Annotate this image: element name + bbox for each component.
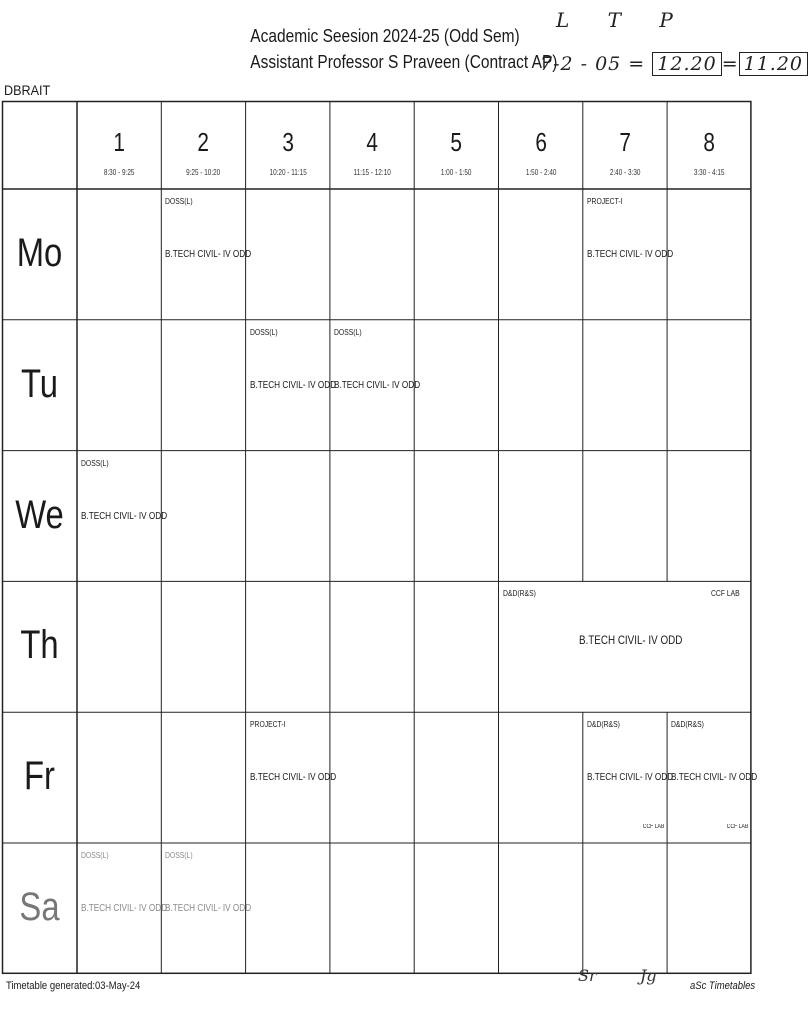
period-time: 8:30 - 9:25 (103, 168, 135, 177)
period-number: 8 (703, 127, 716, 157)
lesson-class: B.TECH CIVIL- IV ODD (249, 379, 336, 391)
lesson-class: B.TECH CIVIL- IV ODD (81, 903, 168, 914)
period-header-1 (77, 101, 161, 189)
signature-1: Sr (578, 966, 597, 985)
period-number: 6 (534, 127, 547, 157)
lesson-subject: DOSS(L) (333, 327, 362, 337)
lesson-subject: D&D(R&S) (586, 720, 620, 730)
calc-prefix: 7-2 - 05 = (540, 53, 646, 75)
timetable-grid (2, 101, 752, 976)
boxed-total-2: 11.20 (739, 52, 808, 76)
lesson-subject: PROJECT-I (249, 720, 286, 730)
institution-name: DBRAIT (4, 82, 51, 98)
lesson-room: CCF LAB (711, 589, 741, 599)
lesson-class: B.TECH CIVIL- IV ODD (578, 633, 683, 648)
handwritten-ltp: L T P (556, 8, 689, 32)
lesson-subject: D&D(R&S) (502, 589, 536, 599)
lesson-class: B.TECH CIVIL- IV ODD (165, 249, 252, 260)
lesson-class: B.TECH CIVIL- IV ODD (333, 379, 421, 391)
period-header-6 (499, 101, 583, 189)
day-label-sa: Sa (19, 885, 60, 929)
calc-equals: = (721, 53, 739, 75)
period-header-2 (161, 101, 245, 189)
lesson-room: CCF LAB (642, 824, 665, 831)
boxed-total-1: 12.20 (652, 52, 721, 76)
day-label-tu: Tu (20, 361, 59, 406)
lesson-class: B.TECH CIVIL- IV ODD (586, 249, 673, 260)
period-time: 10:20 - 11:15 (269, 168, 307, 177)
day-label-fr: Fr (24, 754, 55, 799)
period-number: 7 (619, 127, 631, 157)
lesson-subject: DOSS(L) (81, 851, 109, 860)
period-time: 11:15 - 12:10 (353, 168, 391, 177)
lesson-subject: PROJECT-I (586, 197, 623, 206)
period-number: 2 (197, 127, 210, 157)
lesson-subject: DOSS(L) (81, 458, 109, 468)
period-time: 9:25 - 10:20 (186, 168, 221, 177)
lesson-class: B.TECH CIVIL- IV ODD (586, 772, 673, 784)
day-label-we: We (15, 492, 64, 537)
period-time: 1:00 - 1:50 (441, 168, 472, 177)
lesson-subject: DOSS(L) (165, 851, 193, 860)
period-number: 4 (366, 127, 378, 157)
handwritten-calculation (540, 52, 808, 76)
lesson-class: B.TECH CIVIL- IV ODD (165, 903, 252, 914)
day-label-mo: Mo (16, 231, 63, 275)
lesson-subject: DOSS(L) (165, 197, 193, 206)
period-header-8 (667, 101, 751, 189)
period-number: 5 (450, 127, 463, 157)
generated-date: Timetable generated:03-May-24 (6, 980, 141, 992)
period-time: 1:50 - 2:40 (525, 168, 556, 177)
period-time: 3:30 - 4:15 (693, 168, 725, 177)
period-number: 1 (113, 127, 125, 157)
lesson-subject: D&D(R&S) (671, 720, 704, 730)
software-brand: aSc Timetables (690, 980, 756, 992)
period-header-7 (583, 101, 667, 189)
lesson-subject: DOSS(L) (249, 327, 278, 337)
signature-2: Jg (640, 966, 657, 985)
teacher-name: Assistant Professor S Praveen (Contract AP) (250, 52, 558, 72)
period-time: 2:40 - 3:30 (609, 168, 641, 177)
timetable-title: Academic Seesion 2024-25 (Odd Sem) (250, 26, 520, 46)
lesson-room: CCF LAB (727, 824, 749, 831)
period-header-4 (330, 101, 414, 189)
period-header-3 (246, 101, 330, 189)
day-label-th: Th (20, 623, 59, 668)
lesson-class: B.TECH CIVIL- IV ODD (249, 772, 336, 784)
period-number: 3 (281, 127, 294, 157)
lesson-class: B.TECH CIVIL- IV ODD (671, 772, 758, 784)
lesson-class: B.TECH CIVIL- IV ODD (81, 510, 168, 522)
period-header-5 (414, 101, 498, 189)
